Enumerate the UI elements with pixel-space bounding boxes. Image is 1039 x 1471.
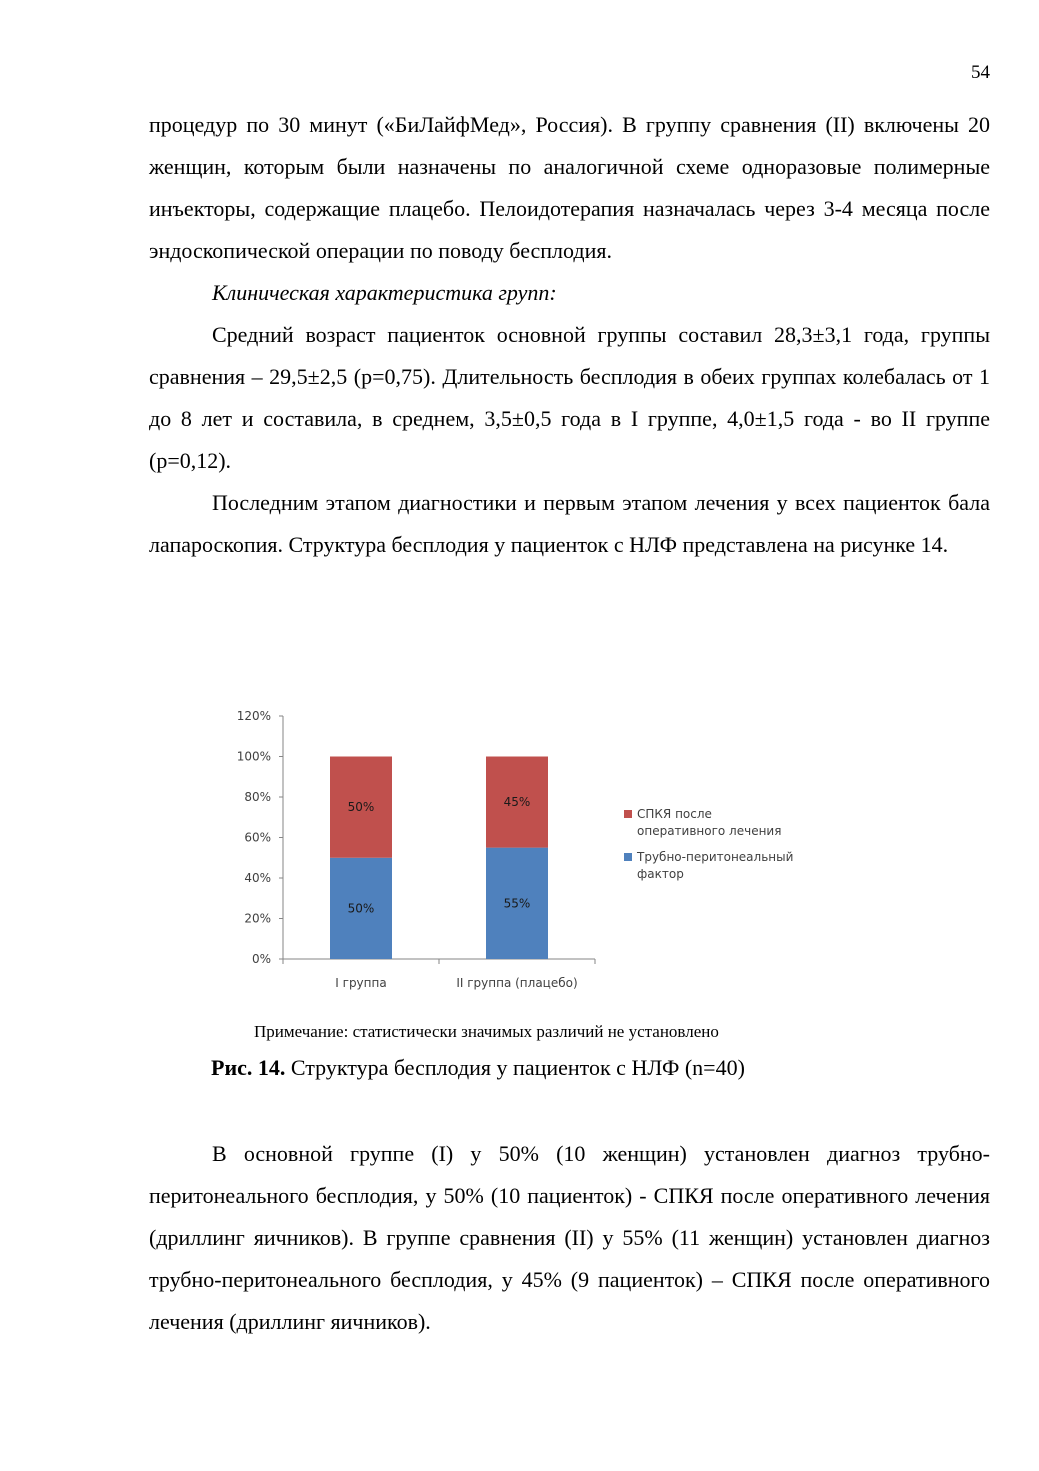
figure-caption-text: Структура бесплодия у пациенток с НЛФ (n=40) [290,1055,745,1080]
y-tick-label: 80% [244,790,271,804]
y-tick-label: 60% [244,830,271,845]
paragraph-age: Средний возраст пациенток основной группы составил 28,3±3,1 года, группы сравнения – 29,5±2,5 (р=0,75). Длительность бесплодия в обеих группах колебалась от 1 до 8 лет и составила, в среднем, 3,5±0,5 года в I группе, 4,0±1,5 года - во II группе (р=0,12). [149,322,990,473]
infertility-structure-chart [210,700,850,1010]
legend-label: оперативного лечения [637,824,782,838]
chart-svg [210,700,850,1010]
figure-caption-label: Рис. 14. [211,1055,286,1080]
data-label: 55% [503,896,531,911]
legend-swatch [624,810,632,818]
legend-label: СПКЯ после [637,807,712,821]
legend-label: Трубно-перитонеальный [637,850,794,864]
legend-swatch [624,853,632,861]
data-label: 50% [347,901,375,916]
category-label: I группа [335,976,387,990]
y-tick-label: 100% [236,749,271,764]
figure-note: Примечание: статистически значимых различий не установлено [254,1022,719,1041]
data-label: 45% [503,795,531,810]
paragraph-injectors: процедур по 30 минут («БиЛайфМед», Россия). В группу сравнения (II) включены 20 женщин, которым были назначены по аналогичной схеме одноразовые полимерные инъекторы, содержащие плацебо. Пелоидотерапия назначалась через 3-4 месяца после эндоскопической операции по поводу бесплодия. [149,112,990,263]
legend-label: фактор [637,867,684,881]
page-number: 54 [971,62,990,83]
section-heading-clinical: Клиническая характеристика групп: [212,280,557,305]
paragraph-results: В основной группе (I) у 50% (10 женщин) установлен диагноз трубно-перитонеального бесплодия, у 50% (10 пациенток) - СПКЯ после оперативного лечения (дриллинг яичников). В группе сравнения (II) у 55% (11 женщин) установлен диагноз трубно-перитонеального бесплодия, у 45% (9 пациенток) – СПКЯ после оперативного лечения (дриллинг яичников). [149,1141,990,1334]
y-tick-label: 120% [236,709,271,723]
y-tick-label: 20% [244,911,271,926]
y-tick-label: 0% [251,952,271,966]
body-text-top [149,104,990,566]
paragraph-laparoscopy: Последним этапом диагностики и первым этапом лечения у всех пациенток бала лапароскопия. Структура бесплодия у пациенток с НЛФ представлена на рисунке 14. [149,490,990,557]
figure-caption [211,1054,745,1082]
y-tick-label: 40% [244,871,271,885]
body-text-bottom [149,1133,990,1343]
category-label: II группа (плацебо) [456,976,578,990]
data-label: 50% [347,800,375,815]
